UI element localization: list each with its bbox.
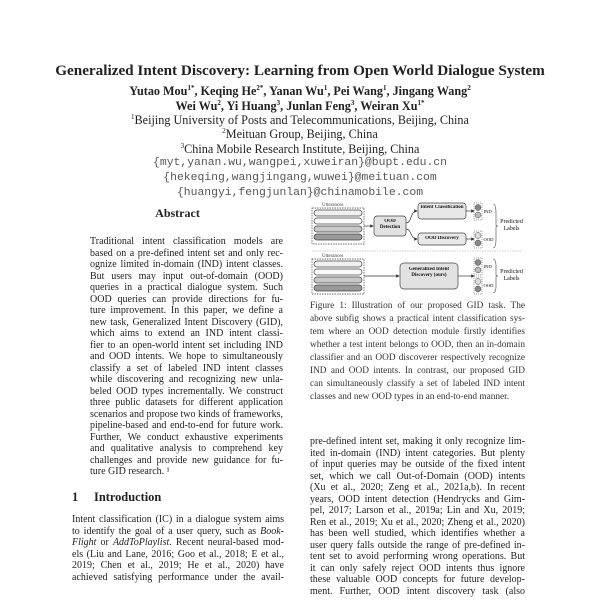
email: {huangyi,fengjunlan}@chinamobile.com: [176, 187, 424, 199]
text-line: of input queries may be outside of the fixed intent: [310, 459, 525, 470]
text-line: els (Liu and Lane, 2016; Goo et al., 2018; E et al.,: [72, 548, 284, 560]
text-line: years, OOD intent detection (Hendrycks and Gim-: [310, 493, 525, 505]
text-line: But users may input out-of-domain (OOD): [90, 270, 283, 282]
utterances-label: Utterances: [322, 254, 344, 259]
text-line: Flight or AddToPlaylist. Recent neural-based mod-: [72, 537, 284, 548]
author: Yanan Wu$^1$: [269, 84, 328, 99]
right-column-body: [310, 436, 525, 597]
text-line: Ren et al., 2019; Xu et al., 2020; Zheng et al., 2020): [310, 516, 525, 528]
introduction-body: [72, 514, 284, 583]
abstract-heading: Abstract: [155, 206, 200, 220]
authors-line-2: Wei Wu$^2$, Yi Huang$^3$, Junlan Feng$^3$, Weiran $Xu^{1*}$: [175, 99, 425, 114]
text-line: Further, We conduct exhaustive experiments: [90, 431, 283, 443]
abstract-body: [90, 236, 283, 478]
text-line: has been well studied, which identifies whether a: [310, 528, 525, 539]
text-line: fier to an open-world intent set including IND: [90, 339, 283, 351]
text-line: queries in a practical dialogue system. Such: [90, 282, 283, 293]
text-line: Intent classification (IC) in a dialogue system aims: [72, 514, 284, 525]
text-line: (Xu et al., 2020; Zeng et al., 2021a,b). In recent: [310, 482, 525, 493]
text-line: Traditional intent classification models are: [90, 236, 283, 247]
text-line: challenges and provide new guidance for fu-: [90, 454, 283, 466]
text-line: whether a test intent belongs to OOD, then an in-domain: [310, 340, 525, 350]
utterance-stack: [312, 208, 364, 244]
text-line: tem where an OOD detection module firstly identifies: [310, 327, 525, 337]
text-line: ognize limited in-domain (IND) intent classes.: [90, 259, 283, 270]
author: Junlan Feng$^3$: [286, 99, 355, 114]
author: Pei Wang$^1$: [333, 84, 387, 99]
affiliation: $^3$China Mobile Research Institute, Beijing, China: [180, 142, 420, 157]
text-line: OOD queries can provide directions for fu-: [90, 293, 283, 305]
author: Yutao Mou$^{1*}$: [129, 84, 195, 99]
author: Yi Huang$^3$: [226, 99, 281, 114]
text-line: tent set to avoid performing wrong operations. But: [310, 551, 525, 562]
predicted-circles-bottom: [474, 258, 482, 294]
text-line: pre-defined intent set, making it only recognize lim-: [310, 436, 525, 447]
text-line: three public datasets for different application: [90, 397, 283, 408]
text-line: user query falls outside the range of pre-defined in-: [310, 539, 525, 551]
text-line: 2019; Chen et al., 2019; He et al., 2020) have: [72, 560, 284, 571]
section-heading-introduction: 1 Introduction: [72, 490, 162, 504]
ood-detection-label: OOD Detection: [379, 219, 401, 230]
text-line: ture improvement. In this paper, we define a: [90, 305, 283, 316]
text-line: and OOD intents. We hope to simultaneously: [90, 351, 283, 362]
text-line: pel, 2017; Larson et al., 2019a; Lin and Xu, 2019;: [310, 505, 525, 516]
text-line: scenarios and propose two kinds of frameworks,: [90, 408, 283, 420]
predicted-labels-bottom: Predicted Labels: [500, 269, 523, 282]
text-line: ment. Further, OOD intent discovery task (also: [310, 585, 525, 597]
author: Keqing $He^{2*}$: [200, 84, 264, 99]
text-line: it can only safely reject OOD intents thus ignore: [310, 562, 525, 574]
text-line: beled OOD types incrementally. We construct: [90, 385, 283, 397]
affiliation: $^1$Beijing University of Posts and Telecommunications, Beijing, China: [131, 113, 469, 128]
text-line: ited in-domain (IND) intent categories. But plenty: [310, 447, 525, 459]
text-line: which aims to extend an IND intent classi-: [90, 328, 283, 339]
text-line: pipeline-based and end-to-end for future work.: [90, 420, 283, 431]
affiliation: $^2$Meituan Group, Beijing, China: [222, 127, 378, 142]
text-line: classes and new OOD types in an end-to-end manner.: [310, 392, 510, 402]
ood-discovery-label: OOD Discovery: [425, 236, 459, 241]
text-line: set, which we call Out-of-Domain (OOD) intents: [310, 470, 525, 482]
author: Wei Wu$^2$: [175, 99, 221, 114]
ind-label: IND: [483, 209, 492, 214]
text-line: based on a pre-defined intent set and only rec-: [90, 247, 283, 259]
text-line: these valuable OOD concepts for future develop-: [310, 574, 525, 585]
text-line: can simultaneously classify a set of labeled IND intent: [310, 379, 525, 389]
utterance-stack: [312, 259, 364, 294]
predicted-labels-top: Predicted Labels: [500, 219, 523, 232]
figure-1: [310, 201, 525, 295]
email: {hekeqing,wangjingang,wuwei}@meituan.com: [163, 172, 437, 184]
intent-classification-label: Intent Classification: [420, 205, 464, 210]
text-line: classifier and an OOD discoverer respectively recognize: [310, 353, 525, 363]
email: {myt,yanan.wu,wangpei,xuweiran}@bupt.edu.cn: [153, 157, 447, 169]
author: Weiran $Xu^{1*}$: [360, 99, 425, 114]
text-line: achieved satisfying performance under the avail-: [72, 571, 284, 583]
text-line: Figure 1: Illustration of our proposed GID task. The: [310, 301, 525, 311]
text-line: ture GID research. ¹: [90, 466, 170, 477]
text-line: IND and OOD intents. In contrast, our proposed GID: [310, 366, 525, 376]
text-line: above subfig shows a practical intent classification sys-: [310, 314, 525, 324]
predicted-circles-top: [474, 203, 482, 248]
text-line: classify a set of labeled IND intent classes: [90, 362, 283, 374]
gid-label: Generalized Intent Discovery (ours): [408, 267, 450, 278]
figure-caption: [310, 300, 525, 404]
text-line: and qualitative analysis to comprehend key: [90, 443, 283, 454]
paper-title: Generalized Intent Discovery: Learning from Open World Dialogue System: [55, 62, 545, 79]
text-line: while discovering and recognizing new unla-: [90, 374, 283, 385]
ood-label: OOD: [483, 237, 494, 242]
authors-line-1: Yutao Mou$^{1*}$, Keqing $He^{2*}$, Yanan Wu$^1$, Pei Wang$^1$, Jingang Wang$^2$: [129, 84, 471, 99]
ood-label: OOD: [483, 283, 494, 288]
utterances-label: Utterances: [322, 203, 344, 208]
text-line: new task, Generalized Intent Discovery (GID),: [90, 316, 283, 328]
text-line: to identify the goal of a user query, such as Book-: [72, 525, 284, 537]
ind-label: IND: [483, 264, 492, 269]
author: Jingang Wang$^2$: [392, 84, 471, 99]
